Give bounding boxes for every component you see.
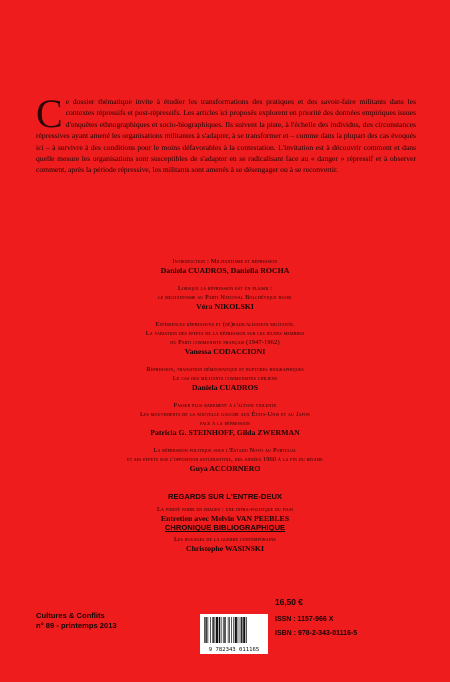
toc-entry-author: Daniela CUADROS xyxy=(191,383,259,392)
barcode-bar xyxy=(231,617,232,643)
toc-entry-author: Guya ACCORNERO xyxy=(189,464,261,473)
series-info xyxy=(36,611,117,631)
barcode-bar xyxy=(246,617,247,643)
chronique-author: Christophe WASINSKI xyxy=(185,544,265,553)
barcode-bar xyxy=(241,617,242,643)
toc-entry-title: Passer plus rarement à l'action violente xyxy=(173,402,277,409)
barcode-bar xyxy=(215,617,216,643)
barcode-bar xyxy=(233,617,234,643)
barcode-bar xyxy=(235,617,237,643)
toc-entry-title: La variation des effets de la répression sur les jeunes membres xyxy=(145,330,305,337)
toc-entry xyxy=(40,257,410,276)
barcode-bar xyxy=(224,617,225,643)
barcode-number: 9 782343 011165 xyxy=(208,647,260,653)
barcode-bar xyxy=(223,617,224,643)
toc-entry-author: Véra NIKOLSKI xyxy=(196,302,254,311)
series-name: Cultures & Conflits xyxy=(36,611,105,620)
barcode-bar xyxy=(212,617,213,643)
barcode-bars xyxy=(200,614,268,645)
toc-entry-author: Vanessa CODACCIONI xyxy=(184,347,266,356)
toc-entry-title: La répression politique sous l'Estado Novo au Portugal xyxy=(153,447,297,454)
toc-entry-title: du Parti communiste français (1947-1962) xyxy=(170,339,280,346)
barcode-bar xyxy=(240,617,241,643)
barcode-bar xyxy=(208,617,209,643)
toc-entry-title: Les mouvements de la nouvelle gauche aux États-Unis et au Japon xyxy=(140,411,310,418)
table-of-contents xyxy=(40,257,410,482)
barcode xyxy=(200,614,268,654)
toc-entry-title: Répression, transition démocratique et ruptures biographiques xyxy=(146,366,304,373)
barcode-bar xyxy=(243,617,245,643)
barcode-bar xyxy=(205,617,206,643)
drop-cap: C xyxy=(36,91,63,136)
series-issue: n° 89 - printemps 2013 xyxy=(36,621,117,630)
toc-entry-title: le militantisme au Parti National Bolchévique russe xyxy=(158,294,292,301)
barcode-bar xyxy=(238,617,239,643)
toc-entry-title: Introduction : Militantisme et répression xyxy=(172,258,278,265)
chronique-section xyxy=(40,517,410,554)
regards-author: Entretien avec Melvin VAN PEEBLES xyxy=(160,514,290,523)
issn-isbn-block xyxy=(275,613,357,641)
toc-entry xyxy=(40,284,410,312)
barcode-bar xyxy=(221,617,222,643)
barcode-bar xyxy=(210,617,211,643)
toc-entry xyxy=(40,446,410,474)
toc-entry xyxy=(40,320,410,357)
barcode-bar xyxy=(216,617,218,643)
toc-entry xyxy=(40,365,410,393)
toc-entry-title: Le cas des militants communistes chiliens xyxy=(172,375,278,382)
chronique-title: Les rouages de la guerre contemporaine xyxy=(173,536,277,543)
barcode-bar xyxy=(219,617,220,643)
regards-heading: REGARDS SUR L'ENTRE-DEUX xyxy=(167,492,283,501)
toc-entry-title: Expériences répressives et (dé)radicalisation militante. xyxy=(155,321,295,328)
toc-entry-title: Lorsque la répression est un plaisir : xyxy=(177,285,273,292)
issn-number: ISSN : 1157-966 X xyxy=(275,616,334,623)
price: 16,50 € xyxy=(275,597,303,607)
chronique-heading: CHRONIQUE BIBLIOGRAPHIQUE xyxy=(164,523,286,532)
barcode-bar xyxy=(228,617,229,643)
intro-text: e dossier thématique invite à étudier les transformations des pratiques et des savoir-faire militants dans les contextes répressifs et post-répressifs. Les articles ici proposés explorent en priorité des données empiriques issues d'enquêtes ethnographiques et socio-biographiques. Ils suivent la piste, à l'échelle des individus, des circonstances répressives ayant amené les organisations militantes à s'adapter, à se transformer et – comme dans la plupart des cas évoqués ici – à survivre à des conditions pour le moins défavorables à la contestation. L'invitation est à découvrir comment et dans quelle mesure les organisations sont susceptibles de s'adapter en se radicalisant face au « danger » répressif et à observer comment, après la période répressive, les militants sont amenés à se désengager ou à se reconvertir. xyxy=(36,97,416,175)
toc-entry-title: face à la répression xyxy=(200,420,250,427)
toc-entry-title: et ses effets sur l'opposition estudiantine, des années 1960 à la fin du régime xyxy=(127,456,323,463)
toc-entry xyxy=(40,401,410,438)
isbn-number: ISBN : 978-2-343-01116-5 xyxy=(275,630,358,637)
regards-title: La fierté noire en images : une infra-politique du film xyxy=(157,506,293,513)
intro-paragraph xyxy=(36,91,416,176)
toc-entry-author: Patricia G. STEINHOFF, Gilda ZWERMAN xyxy=(150,428,300,437)
toc-entry-author: Daniela CUADROS, Daniella ROCHA xyxy=(160,266,290,275)
barcode-bar xyxy=(229,617,230,643)
barcode-bar xyxy=(204,617,205,643)
